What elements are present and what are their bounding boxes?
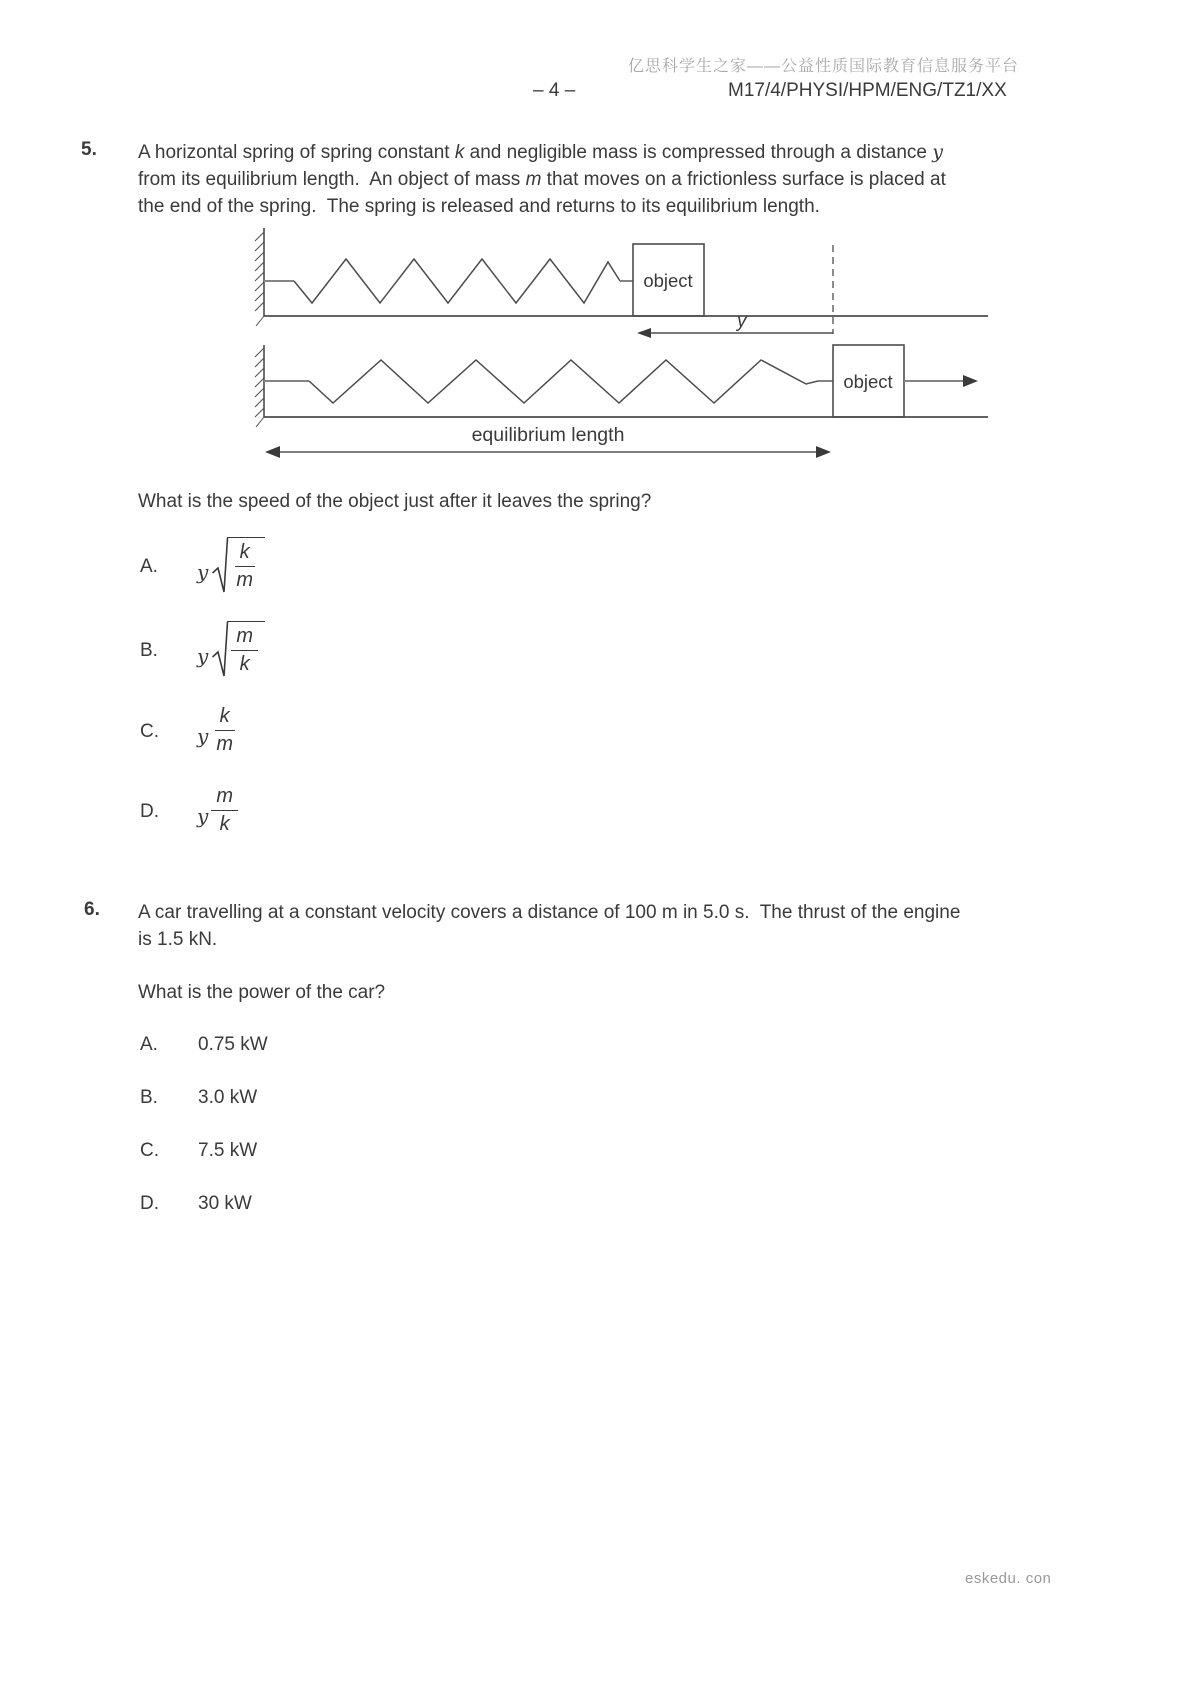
q5-text-segment: from its equilibrium length. An object of mass bbox=[138, 169, 526, 190]
question-6-prompt: What is the power of the car? bbox=[138, 982, 386, 1003]
object-label-bottom: object bbox=[843, 371, 893, 392]
q6-option-a-value: 0.75 kW bbox=[198, 1034, 268, 1055]
fraction-denominator: m bbox=[236, 569, 253, 591]
fraction bbox=[231, 541, 258, 592]
object-label-top: object bbox=[643, 270, 693, 291]
q6-option-d-letter: D. bbox=[140, 1193, 159, 1214]
question-5-number: 5. bbox=[81, 139, 97, 160]
q5-option-c-formula bbox=[197, 705, 238, 756]
ground-tick-top bbox=[256, 316, 264, 326]
q5-option-b-letter: B. bbox=[140, 640, 158, 661]
question-5-prompt: What is the speed of the object just after it leaves the spring? bbox=[138, 491, 652, 512]
q5-text-segment: A horizontal spring of spring constant bbox=[138, 142, 455, 163]
q5-option-d-letter: D. bbox=[140, 801, 159, 822]
paper-code: M17/4/PHYSI/HPM/ENG/TZ1/XX bbox=[728, 80, 1007, 101]
q5-option-d-formula bbox=[197, 785, 238, 836]
fraction-numerator: k bbox=[215, 705, 235, 731]
q6-option-c-letter: C. bbox=[140, 1140, 159, 1161]
variable-m: m bbox=[525, 169, 542, 190]
fraction-denominator: m bbox=[216, 733, 233, 755]
question-6-number: 6. bbox=[84, 899, 100, 920]
spring-diagram bbox=[230, 225, 1000, 460]
formula-var-y: y bbox=[197, 644, 209, 668]
formula-var-y: y bbox=[197, 560, 209, 584]
fraction-numerator: m bbox=[231, 625, 258, 651]
q5-option-a-letter: A. bbox=[140, 556, 158, 577]
square-root bbox=[211, 619, 265, 679]
ground-tick-bottom bbox=[256, 417, 264, 427]
page-number: – 4 – bbox=[533, 80, 576, 101]
velocity-arrow bbox=[904, 375, 978, 387]
wall-bottom bbox=[255, 345, 264, 417]
object-box-top bbox=[633, 244, 704, 316]
fraction-denominator: k bbox=[239, 653, 250, 675]
q6-option-c-value: 7.5 kW bbox=[198, 1140, 258, 1161]
formula-var-y: y bbox=[197, 723, 209, 748]
fraction bbox=[231, 625, 258, 676]
fraction-numerator: m bbox=[211, 785, 238, 811]
site-banner: 亿思科学生之家——公益性质国际教育信息服务平台 bbox=[628, 58, 1020, 75]
q5-option-a-formula bbox=[197, 535, 265, 595]
fraction bbox=[211, 705, 238, 756]
q6-text-line-2: is 1.5 kN. bbox=[138, 929, 218, 950]
q5-text-segment: that moves on a frictionless surface is placed at bbox=[541, 169, 946, 190]
square-root bbox=[211, 535, 265, 595]
q6-text-line-1: A car travelling at a constant velocity covers a distance of 100 m in 5.0 s. The thrust of the engine bbox=[138, 902, 961, 923]
fraction-numerator: k bbox=[235, 541, 255, 567]
q5-text-segment: the end of the spring. The spring is released and returns to its equilibrium length. bbox=[138, 196, 820, 217]
q5-text-segment: and negligible mass is compressed through a distance bbox=[464, 142, 933, 163]
q5-option-c-letter: C. bbox=[140, 721, 159, 742]
question-5-text bbox=[138, 139, 1118, 220]
compressed-spring bbox=[294, 259, 620, 303]
variable-y: y bbox=[932, 141, 943, 163]
watermark: eskedu. con bbox=[965, 1570, 1052, 1587]
q6-option-b-value: 3.0 kW bbox=[198, 1087, 258, 1108]
q5-option-b-formula bbox=[197, 619, 265, 679]
q6-option-a-letter: A. bbox=[140, 1034, 158, 1055]
equilibrium-length-label: equilibrium length bbox=[471, 424, 625, 446]
question-6-text bbox=[138, 899, 1118, 953]
variable-k: k bbox=[454, 142, 465, 163]
q6-option-d-value: 30 kW bbox=[198, 1193, 252, 1214]
wall-top bbox=[255, 228, 264, 316]
fraction bbox=[211, 785, 238, 836]
q6-option-b-letter: B. bbox=[140, 1087, 158, 1108]
formula-var-y: y bbox=[197, 803, 209, 828]
object-box-bottom bbox=[833, 345, 904, 417]
equilibrium-length-arrow bbox=[265, 446, 831, 458]
equilibrium-spring bbox=[309, 360, 818, 403]
fraction-denominator: k bbox=[219, 813, 230, 835]
y-arrow-label: y bbox=[737, 311, 747, 332]
